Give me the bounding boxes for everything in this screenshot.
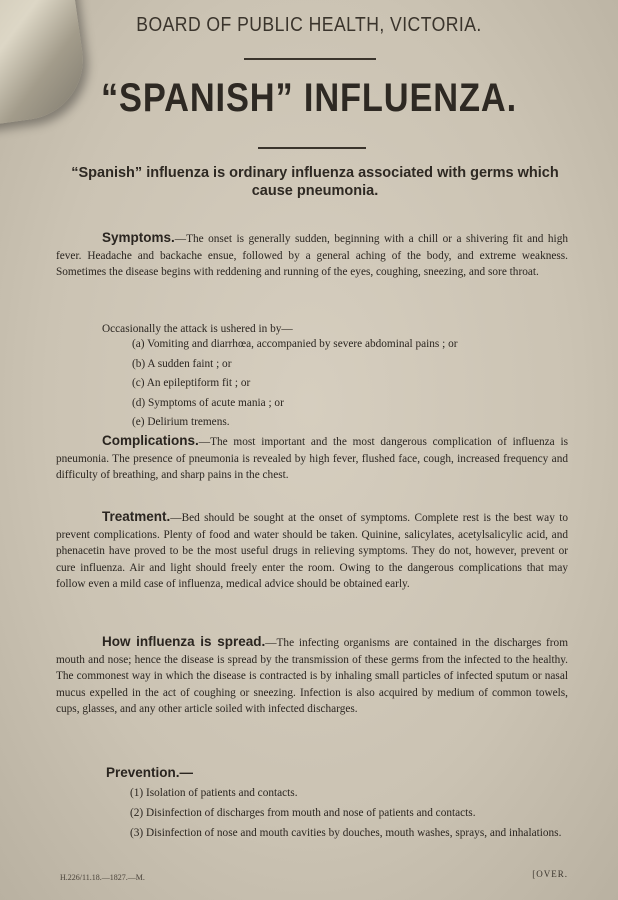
list-item: (c) An epileptiform fit ; or [132,377,251,389]
list-item: (b) A sudden faint ; or [132,357,232,370]
spread-section [56,634,568,718]
title-divider [258,147,366,149]
symptoms-lead: Occasionally the attack is ushered in by— [102,323,293,335]
list-item: (e) Delirium tremens. [132,416,230,428]
list-item: (d) Symptoms of acute mania ; or [132,396,284,409]
symptoms-heading: Symptoms. [102,230,175,245]
prevention-list [130,785,570,845]
print-code: H.226/11.18.—1827.—M. [60,873,145,882]
treatment-section [56,509,568,593]
complications-text: —The most important and the most dangerous complication of influenza is pneumonia. The presence of pneumonia is revealed by high fever, flushed face, cough, increased frequency and difficulty of breathing, and sharp pains in the chest. [56,436,568,481]
poster-title: “SPANISH” INFLUENZA. [101,76,517,120]
list-item: (1) Isolation of patients and contacts. [130,787,298,799]
symptoms-section [56,230,568,281]
spread-heading: How influenza is spread. [102,634,266,649]
treatment-text: —Bed should be sought at the onset of symptoms. Complete rest is the best way to prevent complications. Plenty of food and water should be taken. Quinine, salicylates, acetylsalicylic acid, and phenacetin have proved to be the most useful drugs in relieving symptoms. They do not, however, prevent or cure influenza. Air and light should freely enter the room. Owing to the dangerous complications that may follow even a mild case of influenza, medical advice should be obtained early. [56,512,568,590]
top-divider [244,58,376,60]
prevention-heading: Prevention.— [106,765,194,780]
over-note: [OVER. [532,869,568,879]
list-item: (a) Vomiting and diarrhœa, accompanied by severe abdominal pains ; or [132,338,458,350]
poster-subtitle: “Spanish” influenza is ordinary influenza associated with germs which cause pneumonia. [71,165,559,199]
symptoms-list [132,335,458,433]
complications-section [56,433,568,484]
list-item: (3) Disinfection of nose and mouth cavities by douches, mouth washes, sprays, and inhalations. [130,827,562,839]
board-heading: BOARD OF PUBLIC HEALTH, VICTORIA. [136,14,482,36]
symptoms-text: —The onset is generally sudden, beginning with a chill or a shivering fit and high fever. Headache and backache ensue, followed by a general aching of the body, and extreme weakness. Sometimes the disease begins with reddening and running of the eyes, coughing, sneezing, and sore throat. [56,233,568,278]
list-item: (2) Disinfection of discharges from mouth and nose of patients and contacts. [130,807,476,819]
spread-text: —The infecting organisms are contained in the discharges from mouth and nose; hence the disease is spread by the transmission of these germs from the infected to the healthy. The commonest way in which the disease is contracted is by inhaling small particles of infected sputum or nasal mucus expelled in the act of coughing or sneezing. Infection is also acquired by medium of common towels, cups, glasses, and any other article soiled with infected discharges. [56,637,568,715]
treatment-heading: Treatment. [102,509,171,524]
complications-heading: Complications. [102,433,199,448]
